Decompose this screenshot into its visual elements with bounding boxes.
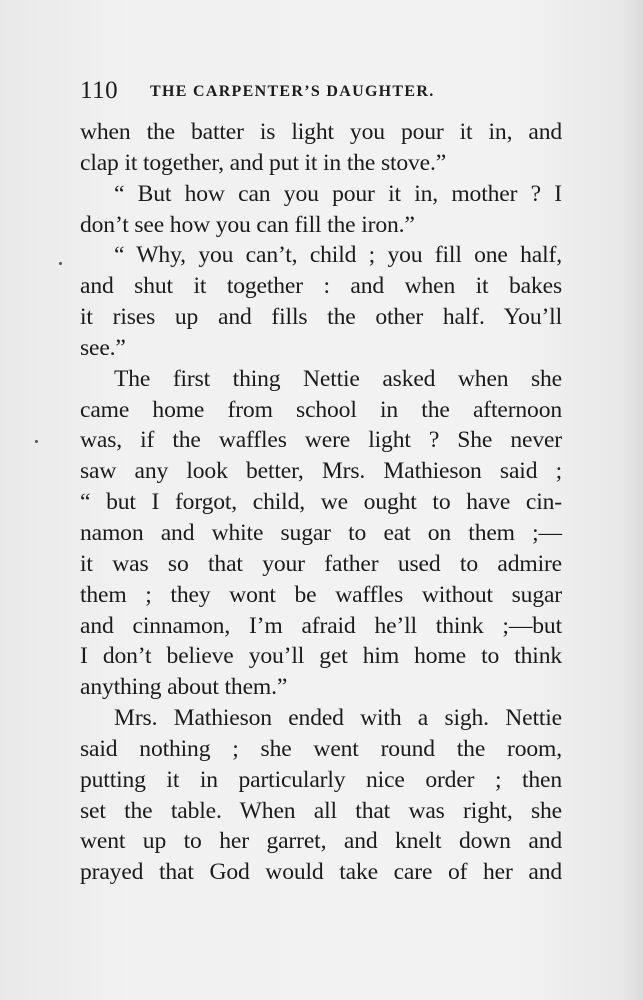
- text-line: Mrs. Mathieson ended with a sigh. Nettie: [114, 705, 562, 732]
- text-line: went up to her garret, and knelt down and: [80, 828, 562, 855]
- text-line: anything about them.”: [80, 674, 288, 701]
- text-line: don’t see how you can fill the iron.”: [80, 211, 415, 238]
- text-line: it was so that your father used to admire: [80, 550, 562, 577]
- text-line: see.”: [80, 334, 126, 361]
- text-line: namon and white sugar to eat on them ;—: [80, 519, 562, 546]
- text-line: when the batter is light you pour it in, and: [80, 119, 562, 145]
- text-line: them ; they wont be waffles without sugar: [80, 581, 562, 608]
- text-line: and shut it together : and when it bakes: [80, 273, 562, 300]
- running-title: THE CARPENTER’S DAUGHTER.: [150, 83, 435, 100]
- text-line: “ Why, you can’t, child ; you fill one half,: [114, 242, 562, 269]
- text-line: I don’t believe you’ll get him home to think: [80, 643, 562, 670]
- text-line: was, if the waffles were light ? She never: [80, 427, 562, 454]
- text-line: said nothing ; she went round the room,: [80, 735, 562, 762]
- text-line: prayed that God would take care of her and: [80, 859, 562, 886]
- text-line: putting it in particularly nice order ; then: [80, 766, 562, 793]
- text-line: set the table. When all that was right, she: [80, 797, 562, 824]
- paper-speck: [35, 440, 38, 443]
- text-line: and cinnamon, I’m afraid he’ll think ;—but: [80, 612, 562, 639]
- text-line: clap it together, and put it in the stove.”: [80, 149, 447, 176]
- body-text: [80, 117, 562, 888]
- text-line: saw any look better, Mrs. Mathieson said ;: [80, 458, 562, 485]
- page-edge-shadow: [621, 0, 643, 1000]
- text-line: came home from school in the afternoon: [80, 396, 562, 423]
- page-number: 110: [80, 77, 119, 104]
- paper-speck: [59, 262, 62, 265]
- text-line: “ but I forgot, child, we ought to have cin-: [80, 489, 562, 516]
- text-line: “ But how can you pour it in, mother ? I: [114, 180, 562, 207]
- text-line: The first thing Nettie asked when she: [114, 365, 562, 392]
- text-line: it rises up and fills the other half. You’ll: [80, 304, 562, 331]
- page-header: [80, 76, 500, 106]
